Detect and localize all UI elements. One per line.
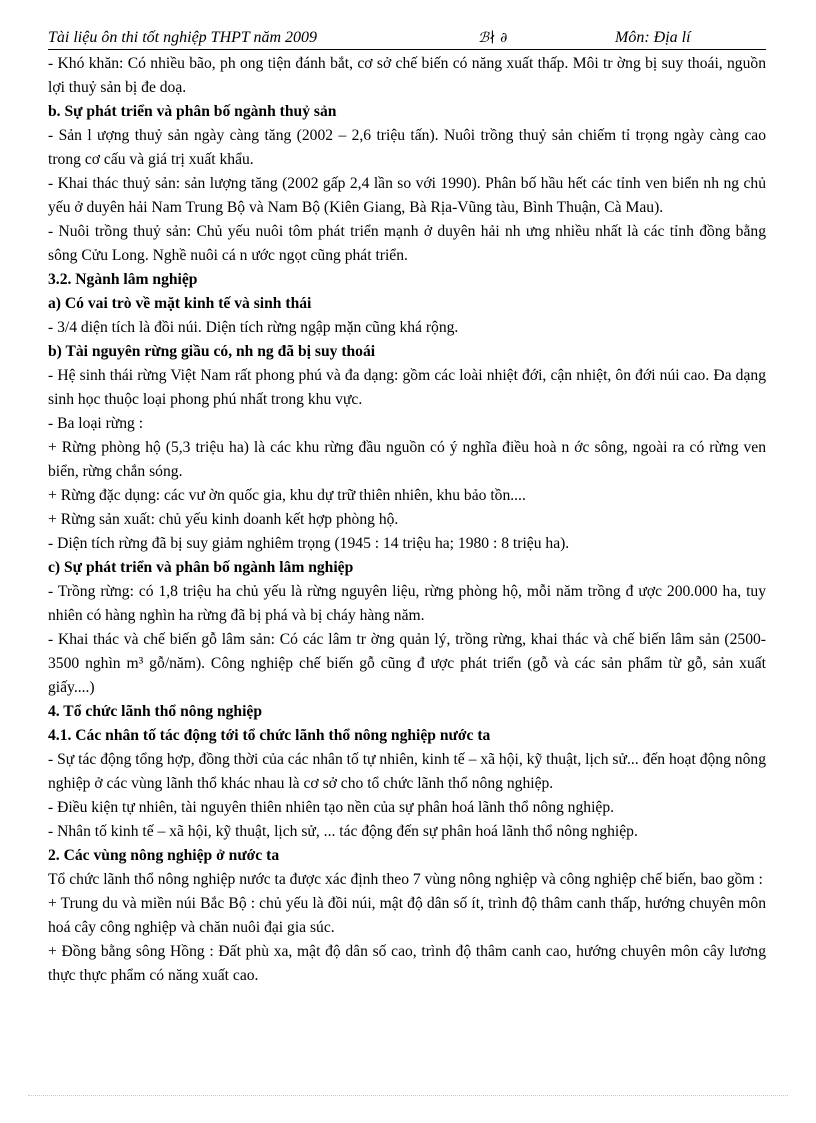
section-heading: a) Có vai trò về mặt kinh tế và sinh thái — [48, 295, 312, 312]
document-page — [48, 27, 766, 988]
section-heading: 3.2. Ngành lâm nghiệp — [48, 271, 198, 288]
paragraph: - Nhân tố kinh tế – xã hội, kỹ thuật, lịch sử, ... tác động đến sự phân hoá lãnh thổ nông nghiệp. — [48, 823, 638, 840]
paragraph: - Trồng rừng: có 1,8 triệu ha chủ yếu là rừng nguyên liệu, rừng phòng hộ, mỗi năm trồng đ ược 200.000 ha, tuy nhiên có hàng nghìn ha rừng đã bị phá và bị cháy hàng năm. — [48, 583, 766, 624]
page-footer-line — [28, 1095, 788, 1096]
paragraph: - Ba loại rừng : — [48, 415, 144, 432]
paragraph: - Hệ sinh thái rừng Việt Nam rất phong phú và đa dạng: gồm các loài nhiệt đới, cận nhiệt, ôn đới núi cao. Đa dạng sinh học thuộc loại phong phú nhất trong khu vực. — [48, 367, 766, 408]
header-logo: ℬ∤ ∂ — [478, 30, 508, 46]
header-subject: Môn: Địa lí — [615, 29, 691, 46]
paragraph: - Sản l ượng thuỷ sản ngày càng tăng (2002 – 2,6 triệu tấn). Nuôi trồng thuỷ sản chiếm tỉ trọng ngày càng cao trong cơ cấu và giá trị xuất khẩu. — [48, 127, 766, 168]
paragraph: + Rừng sản xuất: chủ yếu kinh doanh kết hợp phòng hộ. — [48, 511, 399, 528]
section-heading: 4.1. Các nhân tố tác động tới tổ chức lãnh thổ nông nghiệp nước ta — [48, 727, 491, 744]
paragraph: - Diện tích rừng đã bị suy giảm nghiêm trọng (1945 : 14 triệu ha; 1980 : 8 triệu ha). — [48, 535, 570, 552]
paragraph: - Khai thác và chế biến gỗ lâm sản: Có các lâm tr ờng quản lý, trồng rừng, khai thác và chế biến lâm sản (2500-3500 nghìn m³ gỗ/năm). Công nghiệp chế biến gỗ cũng đ ược phát triển (gỗ và các sản phẩm từ gỗ, sản xuất giấy....) — [48, 631, 766, 696]
paragraph: - Sự tác động tổng hợp, đồng thời của các nhân tố tự nhiên, kinh tế – xã hội, kỹ thuật, lịch sử... đến hoạt động nông nghiệp ở các vùng lãnh thổ khác nhau là cơ sở cho tổ chức lãnh thổ nông nghiệp. — [48, 751, 766, 792]
section-heading: c) Sự phát triển và phân bố ngành lâm nghiệp — [48, 559, 354, 576]
section-heading: b) Tài nguyên rừng giầu có, nh ng đã bị suy thoái — [48, 343, 376, 360]
paragraph: - Khai thác thuỷ sản: sản lượng tăng (2002 gấp 2,4 lần so với 1990). Phân bố hầu hết các tỉnh ven biển nh ng chủ yếu ở duyên hải Nam Trung Bộ và Nam Bộ (Kiên Giang, Bà Rịa-Vũng tàu, Bình Thuận, Cà Mau). — [48, 175, 766, 216]
paragraph: - Nuôi trồng thuỷ sản: Chủ yếu nuôi tôm phát triển mạnh ở duyên hải nh ưng nhiều nhất là các tỉnh đồng bằng sông Cửu Long. Nghề nuôi cá n ước ngọt cũng phát triển. — [48, 223, 766, 264]
paragraph: Tổ chức lãnh thổ nông nghiệp nước ta được xác định theo 7 vùng nông nghiệp và công nghiệp chế biến, bao gồm : — [48, 871, 763, 888]
section-heading: 4. Tổ chức lãnh thổ nông nghiệp — [48, 703, 263, 720]
page-header — [48, 27, 766, 50]
paragraph: - 3/4 diện tích là đồi núi. Diện tích rừng ngập mặn cũng khá rộng. — [48, 319, 459, 336]
paragraph: - Khó khăn: Có nhiều bão, ph ong tiện đánh bắt, cơ sở chế biến có năng xuất thấp. Môi tr ờng bị suy thoái, nguồn lợi thuỷ sản bị đe doạ. — [48, 55, 766, 96]
paragraph: + Trung du và miền núi Bắc Bộ : chủ yếu là đồi núi, mật độ dân số ít, trình độ thâm canh thấp, hướng chuyên môn hoá cây công nghiệp và chăn nuôi đại gia súc. — [48, 895, 766, 936]
paragraph: + Rừng đặc dụng: các vư ờn quốc gia, khu dự trữ thiên nhiên, khu bảo tồn.... — [48, 487, 526, 504]
header-title: Tài liệu ôn thi tốt nghiệp THPT năm 2009 — [48, 29, 318, 46]
section-heading: 2. Các vùng nông nghiệp ở nước ta — [48, 847, 280, 864]
section-heading: b. Sự phát triển và phân bố ngành thuỷ sản — [48, 103, 337, 120]
paragraph: + Đồng bằng sông Hồng : Đất phù xa, mật độ dân số cao, trình độ thâm canh cao, hướng chuyên môn cây lương thực thực phẩm có năng xuất cao. — [48, 943, 766, 984]
paragraph: - Điều kiện tự nhiên, tài nguyên thiên nhiên tạo nền của sự phân hoá lãnh thổ nông nghiệp. — [48, 799, 615, 816]
document-body — [48, 52, 766, 988]
paragraph: + Rừng phòng hộ (5,3 triệu ha) là các khu rừng đầu nguồn có ý nghĩa điều hoà n ớc sông, ngoài ra có rừng ven biển, rừng chắn sóng. — [48, 439, 766, 480]
